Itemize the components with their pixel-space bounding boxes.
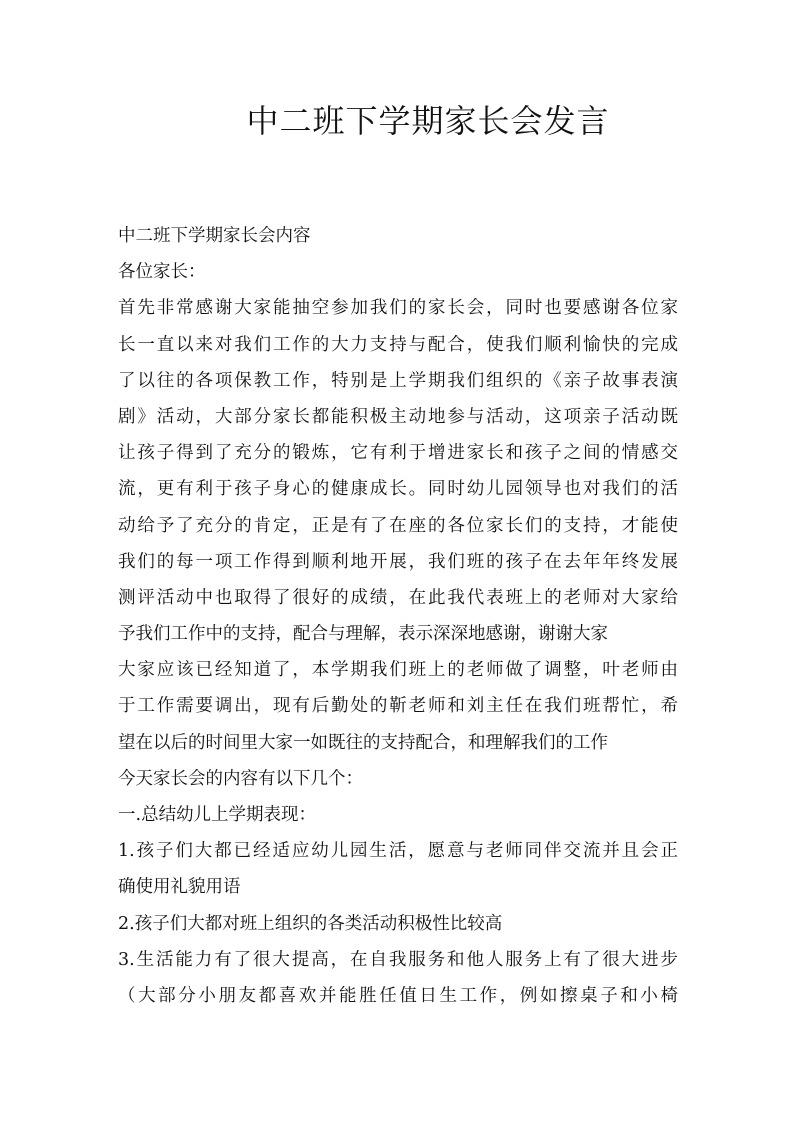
text-line: 今天家长会的内容有以下几个： xyxy=(118,768,363,789)
document-body xyxy=(118,218,678,1014)
text-line: 了以往的各项保教工作，特别是上学期我们组织的《亲子故事表演 xyxy=(118,370,678,391)
text-line: 各位家长： xyxy=(118,262,206,283)
text-line: 流，更有利于孩子身心的健康成长。同时幼儿园领导也对我们的活 xyxy=(118,479,678,500)
document-title: 中二班下学期家长会发言 xyxy=(246,102,610,140)
text-line: 首先非常感谢大家能抽空参加我们的家长会，同时也要感谢各位家 xyxy=(118,298,678,319)
text-line: 确使用礼貌用语 xyxy=(118,877,241,898)
text-line: 予我们工作中的支持，配合与理解，表示深深地感谢，谢谢大家 xyxy=(118,624,608,645)
text-line: 望在以后的时间里大家一如既往的支持配合，和理解我们的工作 xyxy=(118,732,608,753)
text-line: 2.孩子们大都对班上组织的各类活动积极性比较高 xyxy=(118,913,503,934)
text-line: 一.总结幼儿上学期表现： xyxy=(118,805,317,825)
text-line: 我们的每一项工作得到顺利地开展，我们班的孩子在去年年终发展 xyxy=(118,551,678,572)
text-line: 大家应该已经知道了，本学期我们班上的老师做了调整，叶老师由 xyxy=(118,660,678,681)
text-line: 中二班下学期家长会内容 xyxy=(118,226,311,246)
text-line: 长一直以来对我们工作的大力支持与配合，使我们顺利愉快的完成 xyxy=(118,334,678,355)
text-line: 让孩子得到了充分的锻炼，它有利于增进家长和孩子之间的情感交 xyxy=(118,443,678,464)
text-line: 测评活动中也取得了很好的成绩，在此我代表班上的老师对大家给 xyxy=(118,587,678,608)
text-line: （大部分小朋友都喜欢并能胜任值日生工作，例如擦桌子和小椅 xyxy=(118,985,678,1006)
text-line: 于工作需要调出，现有后勤处的靳老师和刘主任在我们班帮忙，希 xyxy=(118,696,678,717)
text-line: 1.孩子们大都已经适应幼儿园生活，愿意与老师同伴交流并且会正 xyxy=(118,841,678,862)
text-line: 剧》活动，大部分家长都能积极主动地参与活动，这项亲子活动既 xyxy=(118,406,678,427)
text-line: 3.生活能力有了很大提高，在自我服务和他人服务上有了很大进步 xyxy=(118,949,678,970)
text-line: 动给予了充分的肯定，正是有了在座的各位家长们的支持，才能使 xyxy=(118,515,678,536)
